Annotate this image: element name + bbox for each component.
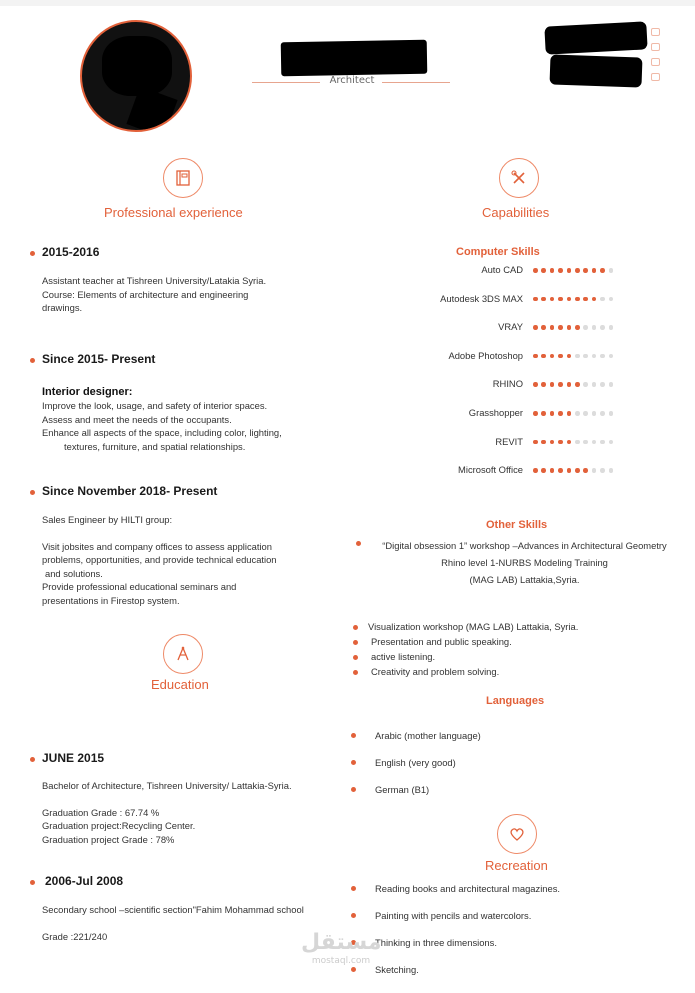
entry-body: Secondary school –scientific section"Fahim Mohammad school bbox=[42, 904, 304, 915]
rating-dot-filled bbox=[558, 440, 563, 445]
rating-dot-empty bbox=[583, 325, 588, 330]
language-item: German (B1) bbox=[375, 784, 430, 795]
rating-dot-filled bbox=[550, 440, 555, 445]
bullet bbox=[353, 670, 358, 675]
timeline-dot bbox=[30, 358, 35, 363]
timeline-dot bbox=[30, 251, 35, 256]
bullet bbox=[351, 760, 356, 765]
other-skills-block: “Digital obsession 1” workshop –Advances in Architectural Geometry Rhino level 1-NURBS Modeling Training (MAG LAB) Lattakia,Syria. bbox=[382, 540, 667, 585]
rating-dot-empty bbox=[609, 440, 614, 445]
rating-dot-empty bbox=[575, 411, 580, 416]
rating-dot-empty bbox=[600, 382, 605, 387]
rating-dot-filled bbox=[575, 297, 580, 302]
skill-name: Autodesk 3DS MAX bbox=[440, 292, 523, 304]
language-item: Arabic (mother language) bbox=[375, 730, 481, 741]
rating-dot-filled bbox=[558, 411, 563, 416]
skill-rating bbox=[533, 411, 613, 416]
rating-dot-filled bbox=[567, 411, 572, 416]
entry-title: 2015-2016 bbox=[42, 245, 100, 259]
rating-dot-empty bbox=[609, 382, 614, 387]
bullet bbox=[353, 655, 358, 660]
bullet bbox=[351, 886, 356, 891]
other-skill-item: Presentation and public speaking. bbox=[371, 636, 512, 647]
phone-icon bbox=[651, 28, 660, 36]
rating-dot-filled bbox=[541, 325, 546, 330]
rating-dot-empty bbox=[583, 411, 588, 416]
rating-dot-filled bbox=[575, 382, 580, 387]
entry-body: Sales Engineer by HILTI group: Visit jobsites and company offices to assess application problems, opportunities, and provide technical education and solutions. Provide professional educational seminars and presentations in Firestop system. bbox=[42, 514, 277, 606]
entry-title: JUNE 2015 bbox=[42, 751, 105, 765]
language-item: English (very good) bbox=[375, 757, 456, 768]
skill-name: VRAY bbox=[498, 321, 523, 333]
rating-dot-filled bbox=[533, 382, 538, 387]
capabilities-heading: Capabilities bbox=[482, 205, 550, 220]
rating-dot-filled bbox=[550, 268, 555, 273]
rating-dot-filled bbox=[558, 297, 563, 302]
recreation-item: Reading books and architectural magazines. bbox=[375, 883, 561, 894]
rating-dot-filled bbox=[558, 268, 563, 273]
rating-dot-empty bbox=[592, 468, 597, 473]
rating-dot-filled bbox=[558, 382, 563, 387]
location-icon bbox=[651, 73, 660, 81]
rating-dot-empty bbox=[592, 440, 597, 445]
education-heading: Education bbox=[151, 677, 209, 692]
rating-dot-empty bbox=[600, 411, 605, 416]
computer-skills-heading: Computer Skills bbox=[456, 246, 540, 258]
entry-body: Interior designer: Improve the look, usage, and safety of interior spaces. Assess and meet the needs of the occupants. Enhance all aspects of the space, including color, lighting, textures, furniture, and spatial relationships. bbox=[42, 386, 282, 452]
skill-name: RHINO bbox=[492, 378, 523, 390]
entry-title: Since November 2018- Present bbox=[42, 484, 218, 498]
other-skills-heading: Other Skills bbox=[486, 519, 548, 531]
rating-dot-empty bbox=[583, 440, 588, 445]
rating-dot-filled bbox=[550, 382, 555, 387]
drafting-icon bbox=[163, 634, 203, 674]
bullet bbox=[351, 913, 356, 918]
other-skill-item: Creativity and problem solving. bbox=[371, 666, 500, 677]
languages-heading: Languages bbox=[486, 695, 545, 707]
recreation-item: Sketching. bbox=[375, 964, 419, 975]
skill-rating bbox=[533, 268, 613, 273]
rating-dot-empty bbox=[600, 440, 605, 445]
rating-dot-filled bbox=[583, 268, 588, 273]
rating-dot-empty bbox=[575, 354, 580, 359]
rating-dot-empty bbox=[609, 411, 614, 416]
rating-dot-empty bbox=[575, 440, 580, 445]
rating-dot-filled bbox=[550, 468, 555, 473]
tools-icon bbox=[499, 158, 539, 198]
skill-rating bbox=[533, 354, 613, 359]
rating-dot-filled bbox=[541, 440, 546, 445]
job-title: Architect bbox=[329, 75, 375, 86]
skill-rating bbox=[533, 325, 613, 330]
entry-body: Assistant teacher at Tishreen University/Latakia Syria. Course: Elements of architecture and engineering drawings. bbox=[42, 275, 267, 313]
bullet bbox=[356, 541, 361, 546]
rating-dot-empty bbox=[592, 382, 597, 387]
experience-heading: Professional experience bbox=[104, 205, 243, 220]
title-divider bbox=[382, 82, 450, 83]
rating-dot-filled bbox=[567, 440, 572, 445]
rating-dot-empty bbox=[609, 354, 614, 359]
rating-dot-filled bbox=[533, 354, 538, 359]
rating-dot-empty bbox=[583, 382, 588, 387]
rating-dot-filled bbox=[575, 468, 580, 473]
rating-dot-filled bbox=[567, 325, 572, 330]
rating-dot-empty bbox=[609, 268, 614, 273]
entry-body: Bachelor of Architecture, Tishreen University/ Lattakia-Syria. Graduation Grade : 67.74 % Graduation project:Recycling Center. Graduation project Grade : 78% bbox=[42, 780, 292, 845]
heart-icon bbox=[497, 814, 537, 854]
rating-dot-filled bbox=[592, 268, 597, 273]
rating-dot-filled bbox=[550, 297, 555, 302]
rating-dot-filled bbox=[533, 440, 538, 445]
skill-name: REVIT bbox=[495, 435, 523, 447]
timeline-dot bbox=[30, 490, 35, 495]
rating-dot-empty bbox=[609, 325, 614, 330]
rating-dot-filled bbox=[567, 297, 572, 302]
rating-dot-filled bbox=[567, 382, 572, 387]
rating-dot-filled bbox=[541, 382, 546, 387]
recreation-heading: Recreation bbox=[485, 858, 548, 873]
rating-dot-filled bbox=[533, 297, 538, 302]
rating-dot-empty bbox=[592, 325, 597, 330]
rating-dot-filled bbox=[592, 297, 597, 302]
timeline-dot bbox=[30, 757, 35, 762]
rating-dot-filled bbox=[583, 297, 588, 302]
entry-title: Since 2015- Present bbox=[42, 352, 156, 366]
rating-dot-filled bbox=[541, 468, 546, 473]
title-divider bbox=[252, 82, 320, 83]
rating-dot-filled bbox=[533, 468, 538, 473]
skill-rating bbox=[533, 468, 613, 473]
rating-dot-filled bbox=[533, 325, 538, 330]
contact-redaction bbox=[550, 54, 643, 87]
rating-dot-filled bbox=[550, 325, 555, 330]
rating-dot-filled bbox=[558, 354, 563, 359]
rating-dot-filled bbox=[550, 354, 555, 359]
book-icon bbox=[163, 158, 203, 198]
skill-name: Microsoft Office bbox=[458, 464, 523, 476]
profile-photo bbox=[80, 20, 192, 132]
rating-dot-empty bbox=[592, 354, 597, 359]
name-redaction bbox=[281, 40, 428, 77]
bullet bbox=[353, 640, 358, 645]
bullet bbox=[353, 625, 358, 630]
watermark: مستقل mostaql.com bbox=[301, 930, 382, 966]
timeline-dot bbox=[30, 880, 35, 885]
rating-dot-empty bbox=[600, 468, 605, 473]
skill-rating bbox=[533, 297, 613, 302]
rating-dot-filled bbox=[567, 468, 572, 473]
skill-name: Adobe Photoshop bbox=[448, 349, 523, 361]
rating-dot-filled bbox=[583, 468, 588, 473]
rating-dot-filled bbox=[541, 268, 546, 273]
rating-dot-filled bbox=[541, 354, 546, 359]
rating-dot-filled bbox=[550, 411, 555, 416]
email-icon bbox=[651, 58, 660, 66]
rating-dot-empty bbox=[600, 325, 605, 330]
recreation-item: Thinking in three dimensions. bbox=[375, 937, 497, 948]
rating-dot-empty bbox=[600, 297, 605, 302]
entry-title: 2006-Jul 2008 bbox=[45, 874, 124, 888]
rating-dot-empty bbox=[583, 354, 588, 359]
mobile-icon bbox=[651, 43, 660, 51]
rating-dot-empty bbox=[609, 468, 614, 473]
skill-name: Auto CAD bbox=[481, 264, 523, 275]
rating-dot-empty bbox=[600, 354, 605, 359]
rating-dot-filled bbox=[558, 468, 563, 473]
rating-dot-filled bbox=[567, 268, 572, 273]
skill-rating bbox=[533, 440, 613, 445]
rating-dot-empty bbox=[609, 297, 614, 302]
rating-dot-empty bbox=[592, 411, 597, 416]
rating-dot-filled bbox=[558, 325, 563, 330]
top-strip bbox=[0, 0, 695, 6]
rating-dot-filled bbox=[541, 411, 546, 416]
bullet bbox=[351, 733, 356, 738]
rating-dot-filled bbox=[541, 297, 546, 302]
photo-redaction bbox=[102, 36, 172, 96]
rating-dot-filled bbox=[575, 268, 580, 273]
recreation-item: Painting with pencils and watercolors. bbox=[375, 910, 532, 921]
bullet bbox=[351, 787, 356, 792]
skill-rating bbox=[533, 382, 613, 387]
rating-dot-filled bbox=[533, 268, 538, 273]
rating-dot-filled bbox=[533, 411, 538, 416]
rating-dot-filled bbox=[567, 354, 572, 359]
other-skill-item: Visualization workshop (MAG LAB) Lattakia, Syria. bbox=[368, 621, 579, 632]
skill-name: Grasshopper bbox=[468, 407, 523, 418]
other-skill-item: active listening. bbox=[371, 651, 436, 662]
rating-dot-filled bbox=[600, 268, 605, 273]
contact-redaction bbox=[544, 21, 647, 54]
rating-dot-filled bbox=[575, 325, 580, 330]
entry-body: Grade :221/240 bbox=[42, 931, 108, 942]
